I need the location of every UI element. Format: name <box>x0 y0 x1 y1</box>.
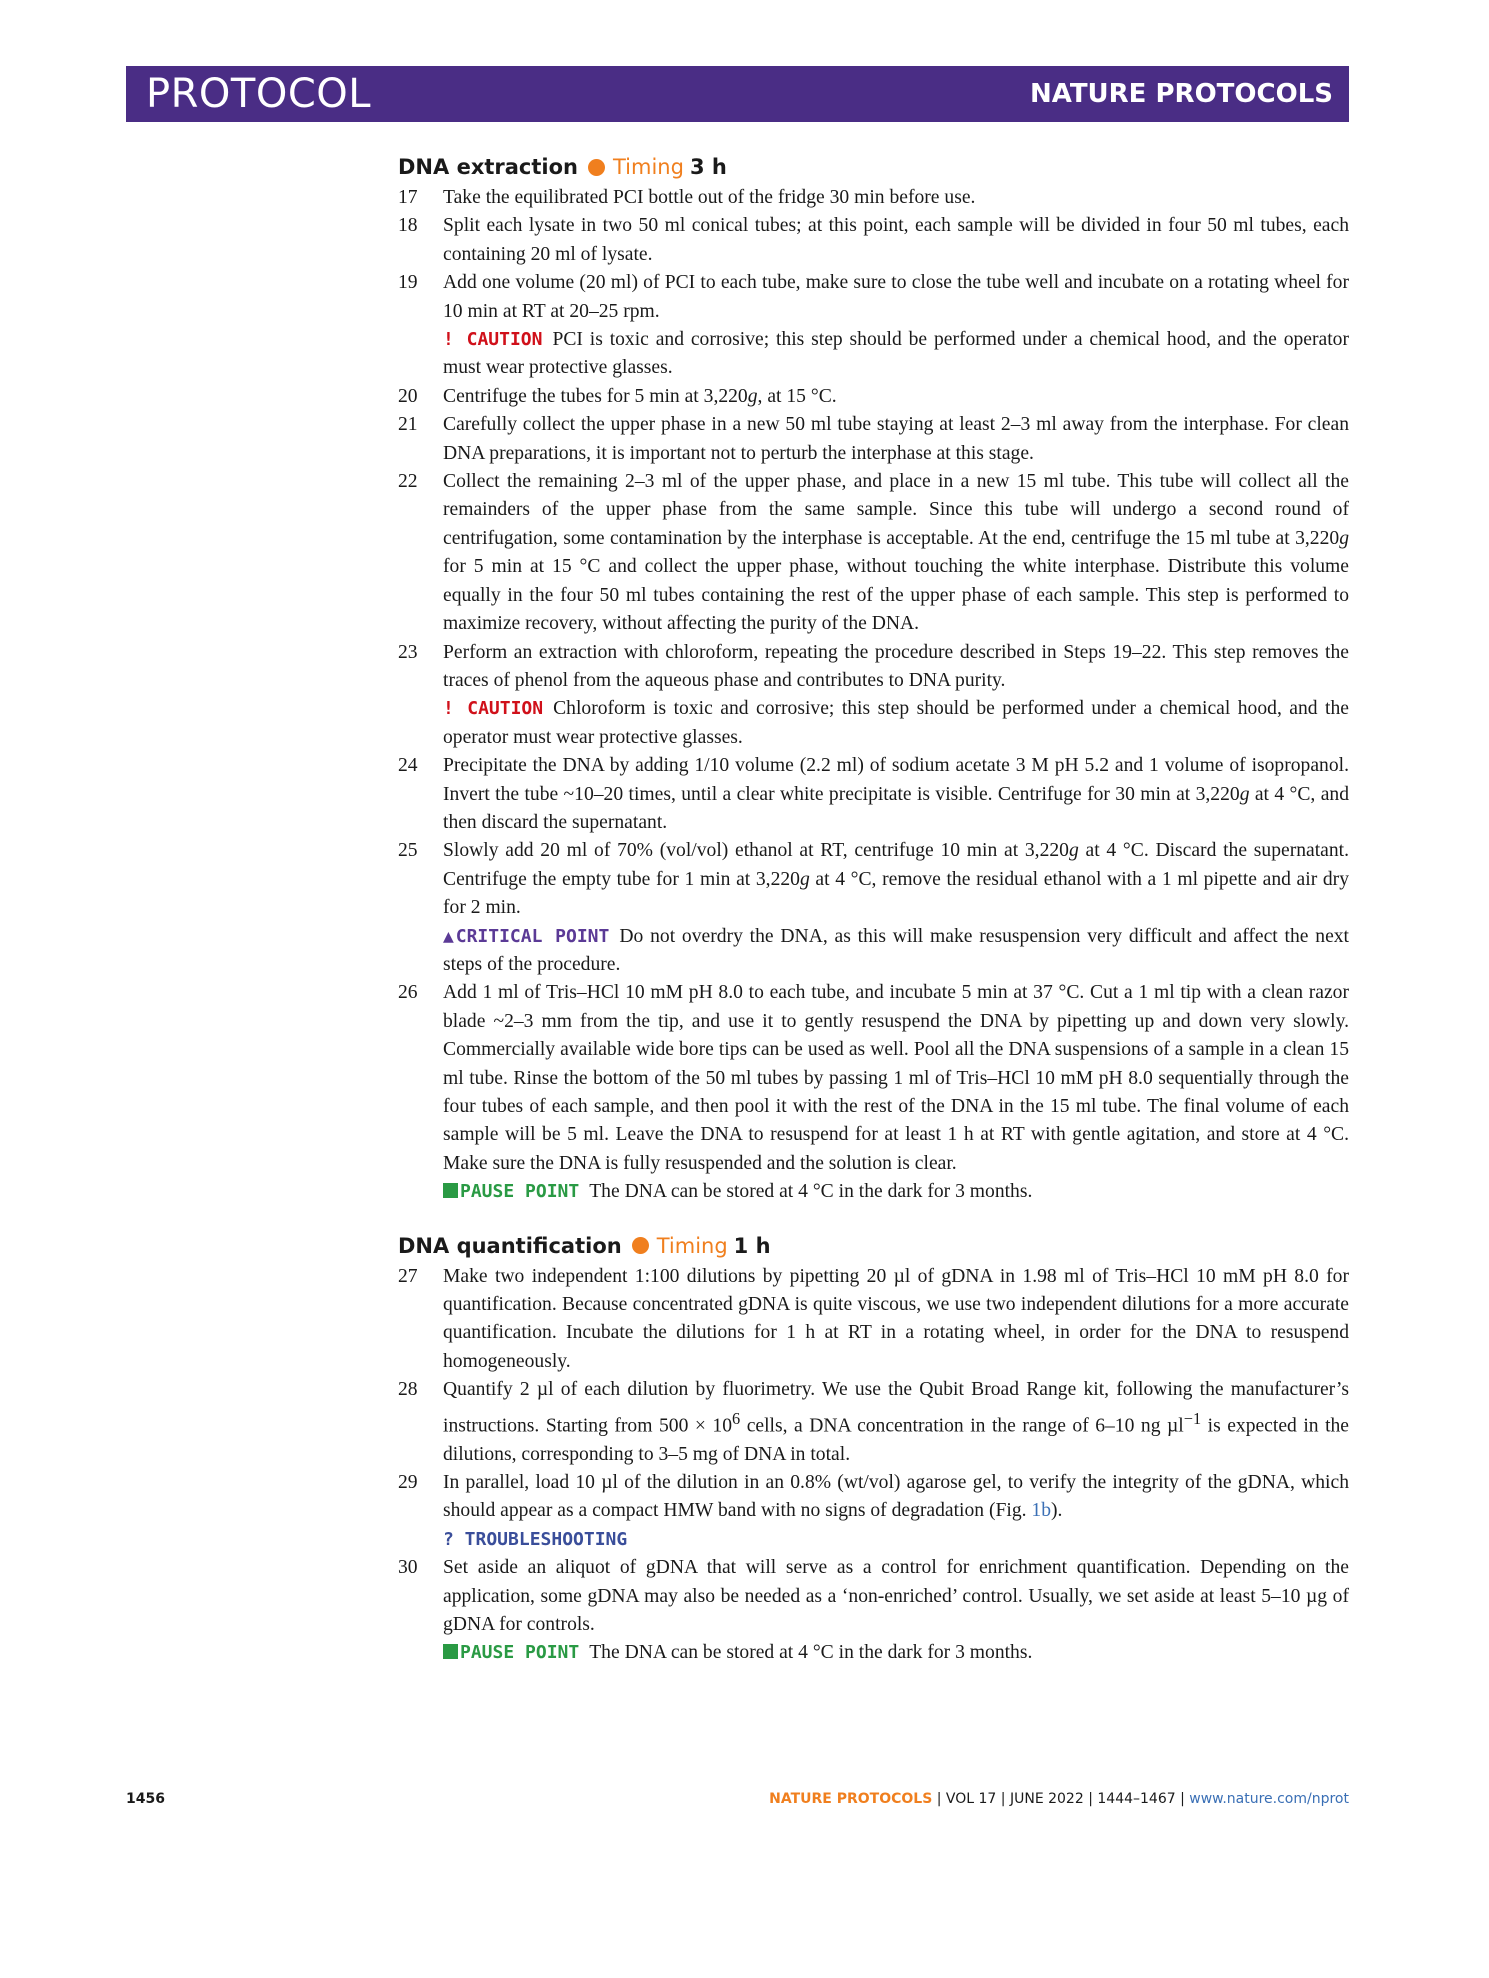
caution-note <box>398 695 1349 752</box>
step-21 <box>398 411 1349 468</box>
step-number: 18 <box>398 215 418 237</box>
step-22 <box>398 468 1349 638</box>
section-title: DNA extraction <box>398 155 578 179</box>
step-number: 30 <box>398 1557 418 1579</box>
main-content <box>398 150 1349 1668</box>
step-number: 19 <box>398 272 418 294</box>
section-label: PROTOCOL <box>146 71 372 117</box>
superscript: −1 <box>1183 1408 1202 1428</box>
note-text: Chloroform is toxic and corrosive; this step should be performed under a chemical hood, and the operator must wear protective glasses. <box>443 698 1349 748</box>
timing-label: Timing <box>613 155 684 179</box>
step-number: 25 <box>398 840 418 862</box>
journal-title: NATURE PROTOCOLS <box>1029 79 1333 109</box>
footer-separator: | <box>932 1791 946 1807</box>
g-force-unit: g <box>1339 527 1349 549</box>
step-text: at 4 °C, remove the residual ethanol with a 1 ml pipette and air dry for 2 min. <box>443 868 1349 919</box>
step-text: Slowly add 20 ml of 70% (vol/vol) ethanol at RT, centrifuge 10 min at 3,220 <box>443 840 1069 862</box>
step-number: 20 <box>398 385 418 407</box>
step-24 <box>398 752 1349 837</box>
note-text: Do not overdry the DNA, as this will make resuspension very difficult and affect the next steps of the procedure. <box>443 925 1350 975</box>
timing-dot-icon <box>588 159 605 176</box>
figure-link[interactable]: 1b <box>1031 1500 1052 1522</box>
step-26 <box>398 979 1349 1178</box>
footer-separator: | <box>996 1791 1010 1807</box>
step-text: , at 15 °C. <box>757 385 837 407</box>
step-text: Make two independent 1:100 dilutions by pipetting 20 µl of gDNA in 1.98 ml of Tris–HCl 10 mM pH 8.0 for quantification. Because concentrated gDNA is quite viscous, we use two independent dilutions for a more accurate quantification. Incubate the dilutions for 1 h at RT in a rotating wheel, in order for the DNA to resuspend homogeneously. <box>443 1265 1349 1372</box>
note-text: The DNA can be stored at 4 °C in the dark for 3 months. <box>589 1642 1033 1664</box>
section-title: DNA quantification <box>398 1233 622 1258</box>
step-number: 29 <box>398 1472 418 1493</box>
footer-separator: | <box>1175 1791 1190 1807</box>
troubleshooting-note <box>398 1526 1349 1554</box>
footer-pages: 1444–1467 <box>1097 1791 1176 1807</box>
step-25 <box>398 837 1349 922</box>
step-text: Perform an extraction with chloroform, repeating the procedure described in Steps 19–22. This step removes the traces of phenol from the aqueous phase and contributes to DNA purity. <box>443 641 1349 691</box>
timing-dot-icon <box>632 1237 649 1254</box>
footer-url-link[interactable]: www.nature.com/nprot <box>1189 1791 1349 1807</box>
step-number: 26 <box>398 982 418 1004</box>
pause-point-note <box>398 1178 1349 1206</box>
page-number: 1456 <box>126 1791 165 1807</box>
step-number: 21 <box>398 414 418 436</box>
g-force-unit: g <box>1239 783 1250 805</box>
caution-label: ! CAUTION <box>443 698 544 720</box>
pause-square-icon <box>443 1644 458 1659</box>
pause-point-label: PAUSE POINT <box>460 1642 580 1664</box>
footer-journal: NATURE PROTOCOLS <box>769 1791 933 1807</box>
critical-point-note <box>398 923 1349 980</box>
step-text: ). <box>1051 1500 1063 1522</box>
step-number: 27 <box>398 1265 418 1287</box>
step-number: 22 <box>398 471 418 493</box>
step-17 <box>398 184 1349 212</box>
step-text: cells, a DNA concentration in the range of 6–10 ng µl <box>740 1415 1184 1437</box>
step-number: 17 <box>398 187 418 208</box>
timing-value: 3 h <box>689 155 727 179</box>
step-text: In parallel, load 10 µl of the dilution in an 0.8% (wt/vol) agarose gel, to verify the integrity of the gDNA, which should appear as a compact HMW band with no signs of degradation (Fig. <box>443 1472 1349 1522</box>
step-29 <box>398 1469 1349 1526</box>
timing-label: Timing <box>656 1233 728 1258</box>
step-text: Collect the remaining 2–3 ml of the upper phase, and place in a new 15 ml tube. This tube will collect all the remainders of the upper phase from the same sample. Since this tube will undergo a second round of centrifugation, some contamination by the interphase is acceptable. At the end, centrifuge the 15 ml tube at 3,220 <box>443 471 1349 549</box>
g-force-unit: g <box>747 385 758 407</box>
step-23 <box>398 639 1349 696</box>
timing-value: 1 h <box>733 1233 771 1258</box>
troubleshooting-label: ? TROUBLESHOOTING <box>443 1528 628 1550</box>
section-heading-dna-quantification <box>398 1229 1349 1263</box>
step-19 <box>398 269 1349 326</box>
step-text: at 4 °C. Discard the supernatant. Centrifuge the empty tube for 1 min at 3,220 <box>443 840 1349 890</box>
pause-point-note <box>398 1639 1349 1667</box>
step-text: Add 1 ml of Tris–HCl 10 mM pH 8.0 to each tube, and incubate 5 min at 37 °C. Cut a 1 ml tip with a clean razor blade ~2–3 mm from the tip, and use it to gently resuspend the DNA by pipetting up and down very slowly. Commercially available wide bore tips can be used as well. Pool all the DNA suspensions of a sample in a clean 15 ml tube. Rinse the bottom of the 50 ml tubes by passing 1 ml of Tris–HCl 10 mM pH 8.0 sequentially through the four tubes of each sample, and then pool it with the rest of the DNA in the 15 ml tube. The final volume of each sample will be 5 ml. Leave the DNA to resuspend for at least 1 h at RT with gentle agitation, and store at 4 °C. Make sure the DNA is fully resuspended and the solution is clear. <box>443 982 1349 1174</box>
caution-label: ! CAUTION <box>443 329 543 351</box>
step-text: Set aside an aliquot of gDNA that will serve as a control for enrichment quantification. Depending on the application, some gDNA may also be needed as a ‘non-enriched’ control. Usually, we set aside at least 5–10 µg of gDNA for controls. <box>443 1557 1349 1636</box>
step-27 <box>398 1263 1349 1377</box>
note-text: PCI is toxic and corrosive; this step should be performed under a chemical hood, and the operator must wear protective glasses. <box>443 329 1349 379</box>
step-number: 23 <box>398 641 418 663</box>
step-30 <box>398 1554 1349 1639</box>
step-number: 28 <box>398 1379 418 1401</box>
step-text: Precipitate the DNA by adding 1/10 volume (2.2 ml) of sodium acetate 3 M pH 5.2 and 1 volume of isopropanol. Invert the tube ~10–20 times, until a clear white precipitate is visible. Centrifuge for 30 min at 3,220 <box>443 755 1349 805</box>
step-28 <box>398 1376 1349 1469</box>
step-text: Add one volume (20 ml) of PCI to each tube, make sure to close the tube well and incubate on a rotating wheel for 10 min at RT at 20–25 rpm. <box>443 272 1349 322</box>
footer-separator: | <box>1083 1791 1098 1807</box>
g-force-unit: g <box>799 868 810 890</box>
footer-date: JUNE 2022 <box>1009 1791 1084 1807</box>
step-text: Centrifuge the tubes for 5 min at 3,220 <box>443 385 748 407</box>
step-text: is expected in the dilutions, corresponding to 3–5 mg of DNA in total. <box>443 1415 1350 1465</box>
step-text: for 5 min at 15 °C and collect the upper phase, without touching the white interphase. Distribute this volume equally in the four 50 ml tubes containing the rest of the upper phase of each sample. This step is performed to maximize recovery, without affecting the purity of the DNA. <box>443 556 1349 635</box>
pause-square-icon <box>443 1183 458 1198</box>
step-20 <box>398 383 1349 411</box>
note-text: The DNA can be stored at 4 °C in the dark for 3 months. <box>589 1181 1033 1203</box>
step-text: Quantify 2 µl of each dilution by fluorimetry. We use the Qubit Broad Range kit, following the manufacturer’s instructions. Starting from 500 × 10 <box>443 1379 1349 1437</box>
caution-note <box>398 326 1349 383</box>
step-number: 24 <box>398 755 418 777</box>
footer-citation <box>769 1791 1349 1807</box>
critical-point-label: ▲CRITICAL POINT <box>443 925 610 947</box>
step-text: Split each lysate in two 50 ml conical tubes; at this point, each sample will be divided in four 50 ml tubes, each containing 20 ml of lysate. <box>443 215 1349 265</box>
step-text: Take the equilibrated PCI bottle out of the fridge 30 min before use. <box>443 187 976 208</box>
section-heading-dna-extraction <box>398 150 1349 184</box>
header-banner <box>126 66 1349 122</box>
superscript: 6 <box>732 1408 741 1428</box>
step-text: at 4 °C, and then discard the supernatant. <box>443 783 1349 833</box>
footer-volume: VOL 17 <box>945 1791 997 1807</box>
g-force-unit: g <box>1068 840 1079 862</box>
step-18 <box>398 212 1349 269</box>
step-text: Carefully collect the upper phase in a new 50 ml tube staying at least 2–3 ml away from the interphase. For clean DNA preparations, it is important not to perturb the interphase at this stage. <box>443 414 1349 464</box>
pause-point-label: PAUSE POINT <box>460 1181 580 1203</box>
